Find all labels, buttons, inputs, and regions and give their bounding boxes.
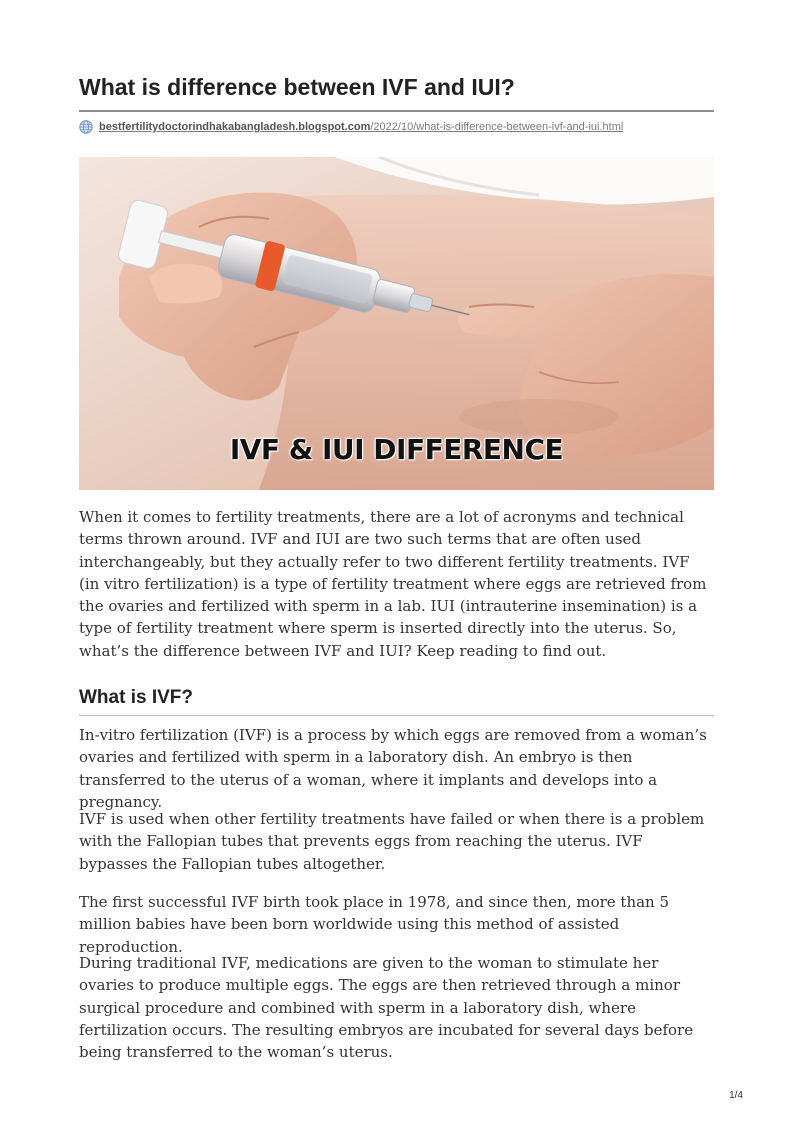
globe-icon bbox=[79, 120, 93, 134]
page-title: What is difference between IVF and IUI? bbox=[79, 74, 714, 112]
paragraph: The first successful IVF birth took place in 1978, and since then, more than 5 million babies have been born worldwide using this method of assisted reproduction. bbox=[79, 893, 670, 956]
source-domain: bestfertilitydoctorindhakabangladesh.blogspot.com bbox=[99, 121, 371, 133]
intro-paragraph: When it comes to fertility treatments, there are a lot of acronyms and technical terms thrown around. IVF and IUI are two such terms that are often used interchangeably, but they actually refer to two different fertility treatments. IVF (in vitro fertilization) is a type of fertility treatment where eggs are retrieved from the ovaries and fertilized with sperm in a lab. IUI (intrauterine insemination) is a type of fertility treatment where sperm is inserted directly into the uterus. So, what’s the difference between IVF and IUI? Keep reading to find out. bbox=[79, 508, 707, 660]
hero-image bbox=[79, 157, 714, 490]
source-url[interactable] bbox=[79, 118, 714, 136]
hero-caption: IVF & IUI DIFFERENCE bbox=[229, 433, 564, 466]
source-link[interactable] bbox=[99, 121, 623, 133]
paragraph: In-vitro fertilization (IVF) is a process by which eggs are removed from a woman’s ovaries and fertilized with sperm in a laboratory dish. An embryo is then transferred to the uterus of a woman, where it implants and develops into a pregnancy. bbox=[79, 726, 707, 811]
section-heading: What is IVF? bbox=[79, 687, 714, 716]
source-path: /2022/10/what-is-difference-between-ivf-and-iui.html bbox=[370, 121, 624, 133]
paragraph: IVF is used when other fertility treatments have failed or when there is a problem with the Fallopian tubes that prevents eggs from reaching the uterus. IVF bypasses the Fallopian tubes altogether. bbox=[79, 810, 705, 873]
paragraph: During traditional IVF, medications are given to the woman to stimulate her ovaries to produce multiple eggs. The eggs are then retrieved through a minor surgical procedure and combined with sperm in a laboratory dish, where fertilization occurs. The resulting embryos are incubated for several days before being transferred to the woman’s uterus. bbox=[79, 954, 694, 1062]
page-number: 1/4 bbox=[729, 1090, 743, 1101]
